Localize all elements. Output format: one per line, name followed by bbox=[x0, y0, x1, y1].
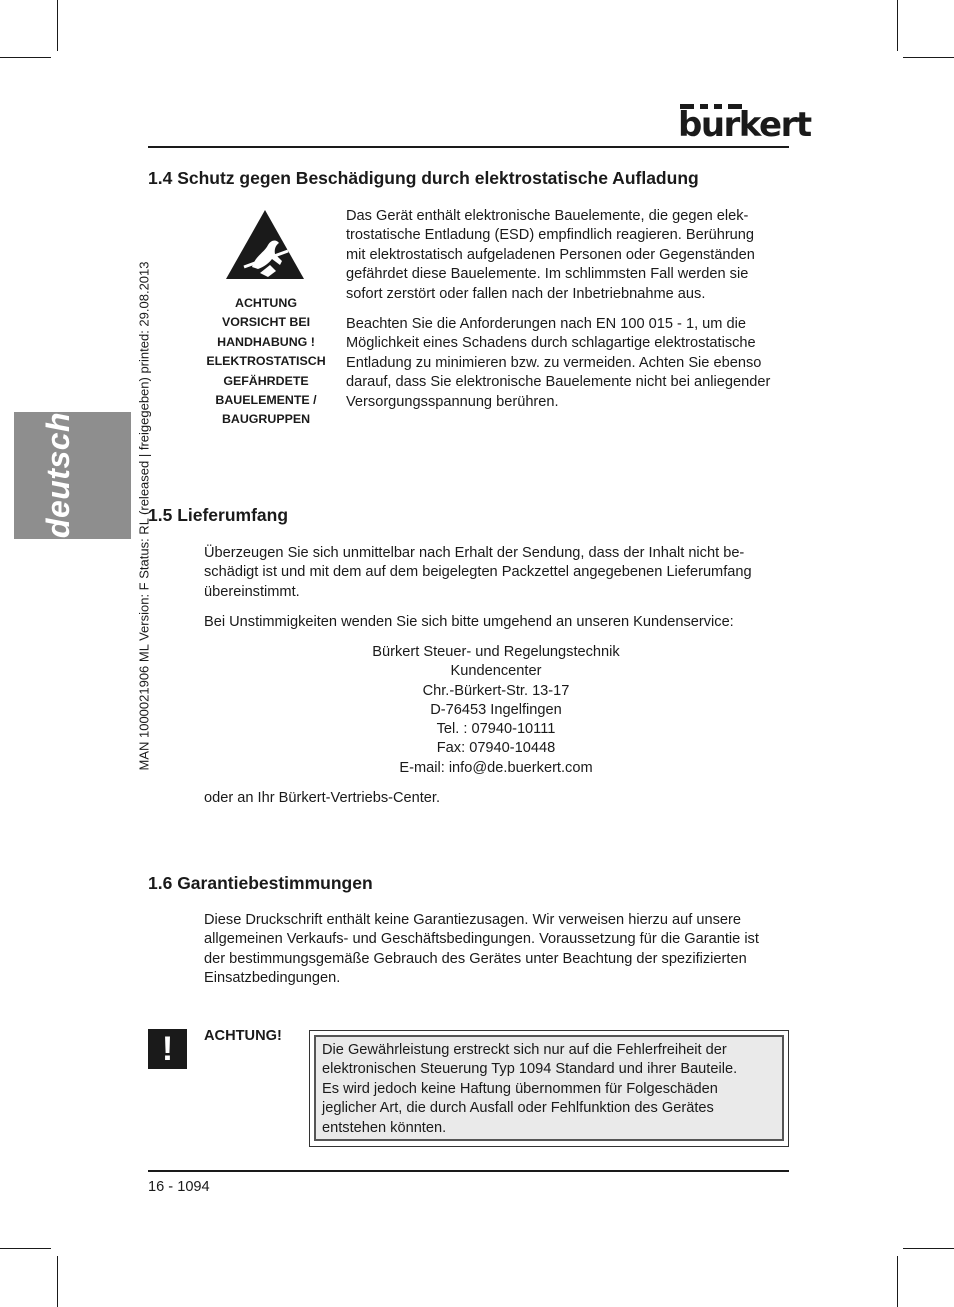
crop-mark bbox=[57, 0, 58, 51]
section-title-1-6: 1.6 Garantiebestimmungen bbox=[148, 873, 373, 893]
caption-line: BAUGRUPPEN bbox=[221, 412, 311, 427]
text-line: Diese Druckschrift enthält keine Garantiezusagen. Wir verweisen hierzu auf unsere bbox=[204, 912, 741, 928]
delivery-paragraph-3: oder an Ihr Bürkert-Vertriebs-Center. bbox=[204, 790, 441, 806]
text-line: Es wird jedoch keine Haftung übernommen für Folgeschäden bbox=[322, 1080, 718, 1097]
crop-mark bbox=[0, 57, 51, 58]
text-line: jeglicher Art, die durch Ausfall oder Fehlfunktion des Gerätes bbox=[322, 1100, 714, 1117]
esd-warning-icon bbox=[224, 207, 306, 281]
warning-text bbox=[322, 1041, 778, 1138]
caption-line: GEFÄHRDETE bbox=[223, 373, 309, 388]
text-line: schädigt ist und mit dem auf dem beigelegten Packzettel angegebenen Lieferumfang bbox=[204, 564, 752, 581]
delivery-paragraph-2: Bei Unstimmigkeiten wenden Sie sich bitte umgehend an unseren Kundenservice: bbox=[204, 614, 734, 630]
crop-mark bbox=[897, 0, 898, 51]
text-line: mit elektrostatisch aufgeladenen Personen oder Gegenständen bbox=[346, 246, 755, 263]
logo-text: burkert bbox=[678, 105, 811, 145]
crop-mark bbox=[57, 1256, 58, 1307]
text-line: darauf, dass Sie elektronische Bauelemente nicht bei anliegender bbox=[346, 374, 771, 391]
address-line: Tel. : 07940-10111 bbox=[436, 721, 556, 738]
email-link[interactable]: E-mail: info@de.buerkert.com bbox=[399, 759, 593, 776]
caption-line: HANDHABUNG ! bbox=[217, 334, 315, 349]
address-line: Bürkert Steuer- und Regelungstechnik bbox=[372, 644, 620, 660]
text-line: übereinstimmt. bbox=[204, 583, 300, 600]
text-line: allgemeinen Verkaufs- und Geschäftsbedingungen. Voraussetzung für die Garantie ist bbox=[204, 931, 759, 948]
text-line: elektronischen Steuerung Typ 1094 Standard und ihrer Bauteile. bbox=[322, 1061, 738, 1078]
text-line: Die Gewährleistung erstreckt sich nur auf die Fehlerfreiheit der bbox=[322, 1042, 727, 1058]
caption-line: ELEKTROSTATISCH bbox=[206, 354, 326, 369]
burkert-logo bbox=[678, 104, 811, 146]
document-meta: MAN 1000021906 ML Version: F Status: RL (released | freigegeben) printed: 29.08.2013 bbox=[136, 261, 152, 771]
page-number: 16 - 1094 bbox=[148, 1179, 210, 1195]
esd-caption bbox=[198, 294, 334, 430]
text-line: Überzeugen Sie sich unmittelbar nach Erhalt der Sendung, dass der Inhalt nicht be- bbox=[204, 545, 745, 561]
crop-mark bbox=[903, 57, 954, 58]
caption-line: ACHTUNG bbox=[235, 296, 297, 310]
text-line: Einsatzbedingungen. bbox=[204, 970, 341, 987]
text-line: Entladung zu minimieren bzw. zu vermeiden. Achten Sie ebenso bbox=[346, 354, 762, 371]
text-line: Beachten Sie die Anforderungen nach EN 100 015 - 1, um die bbox=[346, 316, 746, 332]
crop-mark bbox=[0, 1248, 51, 1249]
text-line: Das Gerät enthält elektronische Bauelemente, die gegen elek- bbox=[346, 208, 749, 224]
header-rule bbox=[148, 146, 789, 148]
esd-paragraph-1 bbox=[346, 207, 792, 304]
language-tab-label: deutsch bbox=[40, 411, 76, 539]
crop-mark bbox=[903, 1248, 954, 1249]
footer-rule bbox=[148, 1170, 789, 1172]
exclamation-icon: ! bbox=[148, 1029, 187, 1069]
text-line: sofort zerstört oder fallen nach der Inbetriebnahme aus. bbox=[346, 285, 706, 302]
address-line: Chr.-Bürkert-Str. 13-17 bbox=[422, 682, 570, 699]
caption-line: VORSICHT BEI bbox=[221, 315, 311, 330]
text-line: gefährdet diese Bauelemente. Im schlimmsten Fall werden sie bbox=[346, 266, 749, 283]
section-title-1-4: 1.4 Schutz gegen Beschädigung durch elektrostatische Aufladung bbox=[148, 168, 699, 188]
address-line: Kundencenter bbox=[450, 663, 542, 680]
delivery-paragraph-1 bbox=[204, 544, 794, 602]
warranty-paragraph bbox=[204, 911, 794, 989]
text-line: entstehen könnten. bbox=[322, 1119, 447, 1136]
crop-mark bbox=[897, 1256, 898, 1307]
customer-service-address bbox=[296, 643, 696, 778]
esd-paragraph-2 bbox=[346, 315, 792, 412]
address-line: Fax: 07940-10448 bbox=[436, 740, 556, 757]
text-line: der bestimmungsgemäße Gebrauch des Gerätes unter Beachtung der spezifizierten bbox=[204, 950, 747, 967]
warning-label: ACHTUNG! bbox=[204, 1028, 282, 1044]
text-line: Möglichkeit eines Schadens durch schlagartige elektrostatische bbox=[346, 335, 756, 352]
caption-line: BAUELEMENTE / bbox=[215, 393, 317, 408]
text-line: trostatische Entladung (ESD) empfindlich reagieren. Berührung bbox=[346, 227, 755, 244]
section-title-1-5: 1.5 Lieferumfang bbox=[148, 505, 289, 525]
text-line: Versorgungsspannung berühren. bbox=[346, 393, 559, 410]
address-line: D-76453 Ingelfingen bbox=[430, 701, 562, 718]
